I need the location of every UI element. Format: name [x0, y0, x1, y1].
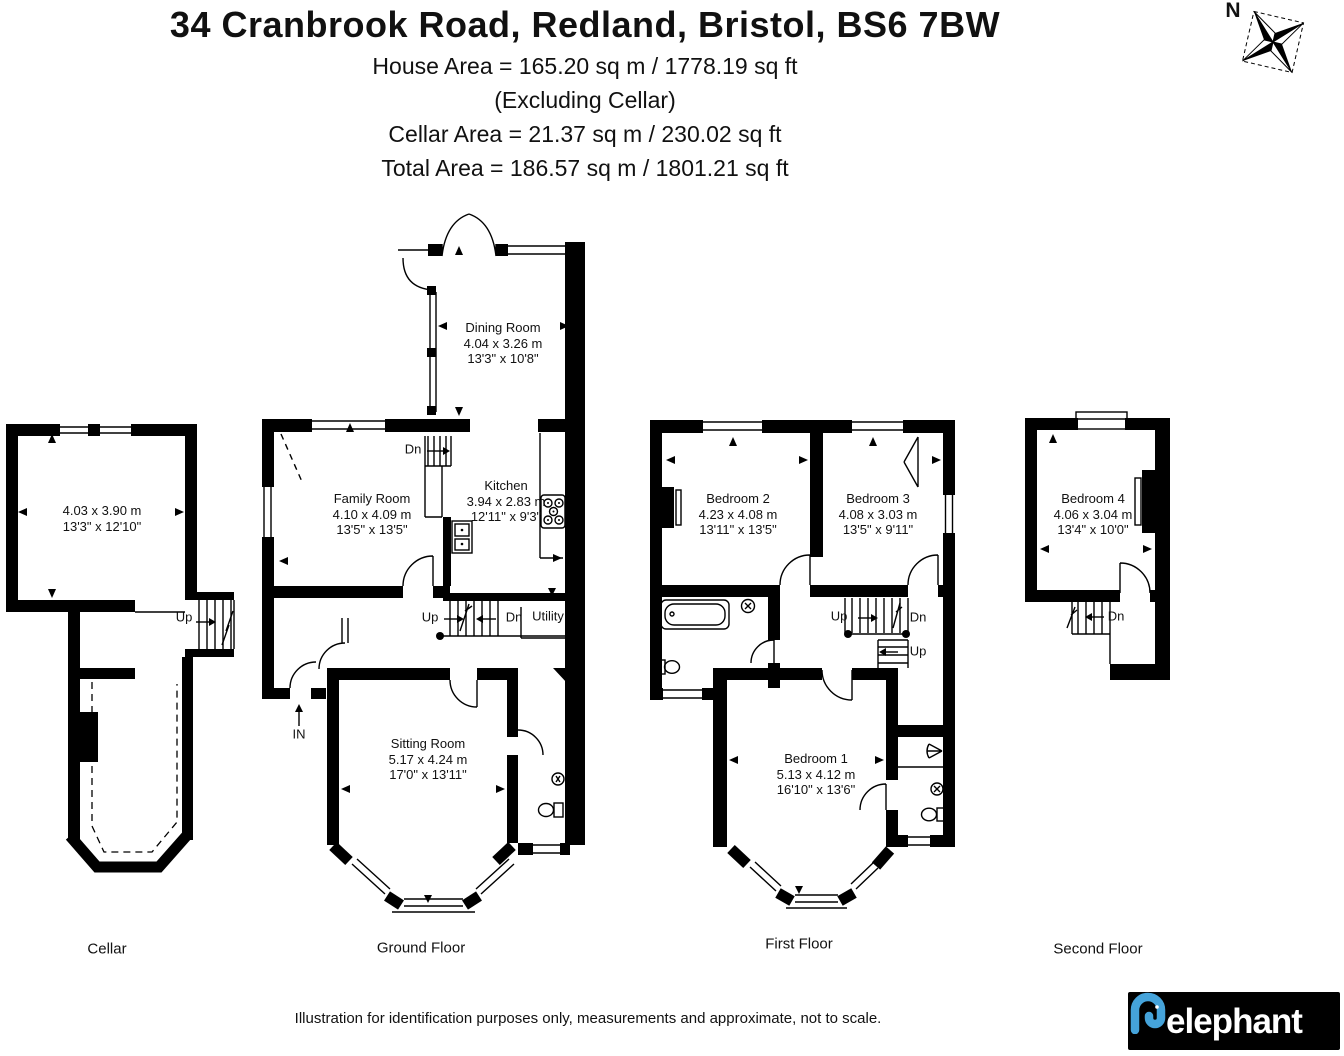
- caption-cellar: Cellar: [87, 940, 127, 958]
- cellar-void-dashed-outline: [92, 682, 177, 852]
- bedroom3-splayed-corner: [904, 437, 918, 487]
- caption-first-floor: First Floor: [765, 935, 833, 953]
- cellar-stairs: [135, 600, 234, 649]
- family-room-label: [333, 491, 412, 538]
- ensuite-door: [860, 784, 886, 810]
- family-left-window: [264, 487, 271, 537]
- wc-window: [533, 845, 560, 853]
- first-stairs: [844, 598, 910, 668]
- total-area-line: Total Area = 186.57 sq m / 1801.21 sq ft: [381, 155, 789, 181]
- bedroom1-label: [777, 751, 856, 798]
- family-dashed-opening: [281, 434, 303, 484]
- kitchen-sink-icon: [452, 521, 472, 553]
- room-dims-metric: 4.08 x 3.03 m: [838, 506, 918, 522]
- bedroom3-door: [908, 555, 938, 585]
- room-dims-imperial: 13'5" x 13'5": [336, 522, 408, 537]
- bedroom4-chimney-recess: [1135, 478, 1141, 525]
- dining-french-doors: [442, 214, 496, 256]
- room-name: Family Room: [333, 491, 411, 506]
- room-name: Bedroom 1: [784, 751, 848, 766]
- dining-room-label: [464, 320, 543, 367]
- room-dims-metric: 4.03 x 3.90 m: [62, 503, 142, 518]
- room-name: Sitting Room: [390, 736, 466, 751]
- excluding-cellar-line: (Excluding Cellar): [494, 87, 676, 113]
- bedroom4-label: [1054, 491, 1133, 538]
- family-door: [403, 556, 433, 586]
- ground-up-label: Up: [421, 609, 439, 625]
- compass-north-label: N: [1225, 0, 1241, 22]
- sitting-room-label: [389, 736, 468, 783]
- room-name: Bedroom 4: [1061, 491, 1125, 506]
- caption-ground-floor: Ground Floor: [376, 939, 466, 957]
- ensuite-sink-icon: [931, 783, 943, 795]
- cellar-up-label: Up: [175, 609, 193, 625]
- shower-icon: [927, 744, 942, 758]
- cellar-plan: [6, 424, 234, 867]
- page-title: 34 Cranbrook Road, Redland, Bristol, BS6 7BW: [169, 4, 1001, 45]
- kitchen-label: [467, 478, 546, 525]
- cellar-area-line: Cellar Area = 21.37 sq m / 230.02 sq ft: [388, 121, 782, 147]
- second-stairs: [1067, 602, 1110, 664]
- entrance-in-label: IN: [292, 726, 306, 742]
- elephant-trunk-icon: [1128, 992, 1172, 1034]
- hall-door: [319, 618, 348, 669]
- bedroom1-door: [822, 670, 852, 700]
- room-name: Dining Room: [465, 320, 541, 335]
- bedroom4-top-window: [1076, 412, 1127, 429]
- elephant-logo: [1128, 992, 1340, 1050]
- bedroom3-label: [839, 491, 918, 538]
- dining-left-door: [398, 250, 433, 290]
- room-dims-imperial: 13'3" x 10'8": [467, 351, 539, 366]
- bedroom2-label: [699, 491, 778, 538]
- ensuite-toilet-icon: [922, 808, 945, 821]
- dining-top-window: [508, 246, 565, 254]
- house-area-line: House Area = 165.20 sq m / 1778.19 sq ft: [372, 53, 798, 79]
- cellar-walls: [6, 424, 234, 840]
- kitchen-dn-label: Dn: [404, 441, 422, 457]
- room-dims-imperial: 13'5" x 9'11": [842, 522, 914, 537]
- disclaimer-text: Illustration for identification purposes only, measurements and approximate, not to scale.: [294, 1010, 882, 1027]
- room-dims-imperial: 13'3" x 12'10": [62, 518, 142, 534]
- sitting-bay-window: [333, 846, 514, 912]
- room-dims-metric: 4.23 x 4.08 m: [698, 506, 778, 522]
- wc-door: [518, 730, 543, 755]
- logo-text: elephant: [1166, 1001, 1302, 1041]
- second-floor-plan: [1025, 412, 1170, 680]
- room-name: Bedroom 2: [706, 491, 770, 506]
- bedroom2-chimney-recess: [676, 490, 681, 525]
- room-dims-imperial: 13'4" x 10'0": [1057, 522, 1129, 537]
- room-dims-metric: 5.13 x 4.12 m: [776, 766, 856, 782]
- bedroom1-bay-window: [731, 849, 890, 908]
- room-name: Kitchen: [484, 478, 528, 493]
- room-dims-imperial: 13'11" x 13'5": [699, 522, 777, 537]
- bathroom-window: [663, 690, 702, 698]
- sitting-door: [450, 680, 477, 707]
- bedroom3-right-window: [946, 495, 953, 533]
- ensuite-window: [908, 837, 930, 845]
- bathroom-sink-icon: [742, 600, 755, 613]
- first-up2-label: Up: [909, 643, 927, 659]
- bedroom4-door: [1120, 563, 1150, 593]
- utility-label: Utility: [532, 608, 564, 624]
- bedroom2-door: [780, 555, 810, 585]
- caption-second-floor: Second Floor: [1053, 940, 1143, 958]
- second-dn-label: Dn: [1107, 608, 1125, 624]
- room-dims-metric: 4.06 x 3.04 m: [1053, 506, 1133, 522]
- wc-sink-icon: [552, 773, 564, 785]
- room-dims-metric: 3.94 x 2.83 m: [466, 493, 546, 509]
- room-dims-imperial: 12'11" x 9'3": [470, 509, 542, 524]
- kitchen-cellar-stairs: [425, 436, 451, 517]
- room-dims-metric: 4.04 x 3.26 m: [463, 335, 543, 351]
- room-dims-imperial: 17'0" x 13'11": [389, 767, 467, 782]
- wc-toilet-icon: [539, 803, 564, 817]
- room-dims-metric: 5.17 x 4.24 m: [388, 751, 468, 767]
- cellar-room-label: [63, 503, 142, 534]
- room-name: Bedroom 3: [846, 491, 910, 506]
- entrance-door: [290, 662, 316, 688]
- cellar-bay-wall: [70, 833, 189, 867]
- entrance-arrow: [295, 704, 303, 726]
- first-up-label: Up: [830, 608, 848, 624]
- room-dims-imperial: 16'10" x 13'6": [776, 782, 856, 797]
- bathroom-door: [751, 640, 774, 663]
- room-dims-metric: 4.10 x 4.09 m: [332, 506, 412, 522]
- bath-icon: [661, 600, 729, 629]
- ground-floor-plan: [262, 214, 585, 912]
- first-dn-label: Dn: [909, 609, 927, 625]
- header: [0, 4, 1170, 182]
- ground-dn-label: Dn: [505, 609, 523, 625]
